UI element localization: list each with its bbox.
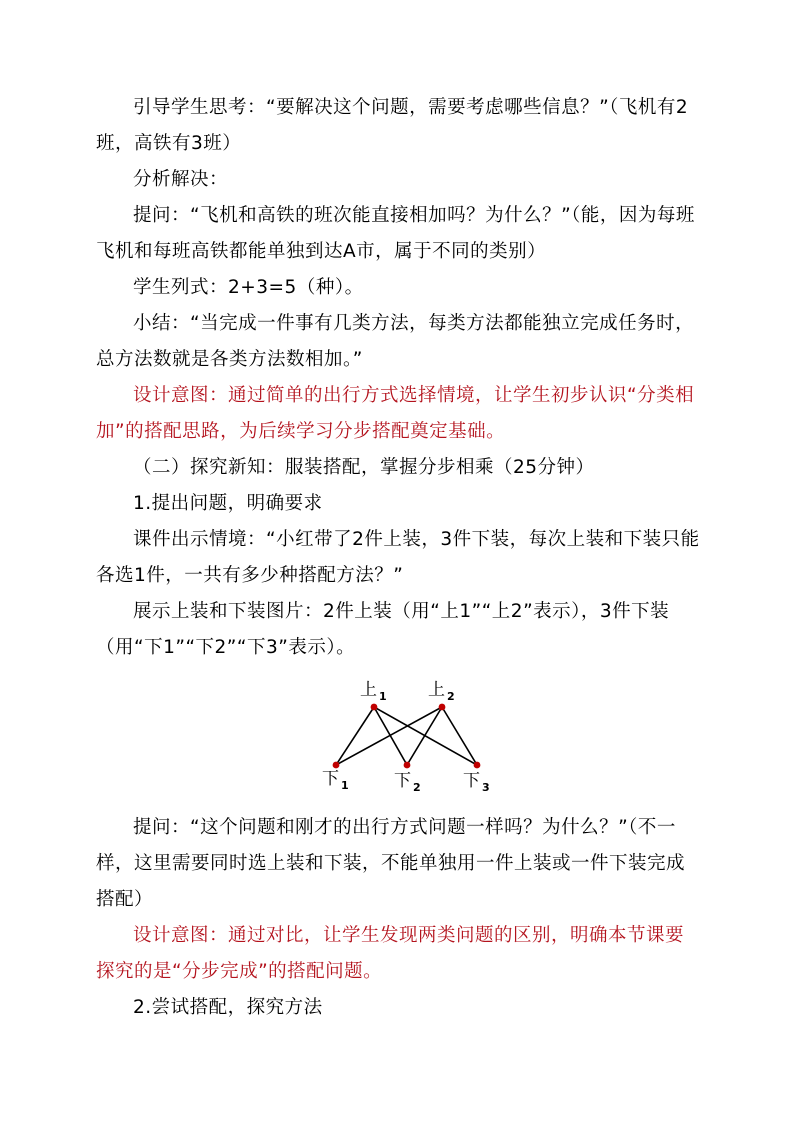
top-garment-node — [371, 704, 378, 711]
section-heading-explore: （二）探究新知：服装搭配，掌握分步相乘（25分钟） — [133, 457, 595, 478]
bottom-garment-label — [394, 771, 421, 794]
diagram-labels — [322, 680, 490, 794]
paragraph-show-pictures: 展示上装和下装图片：2件上装（用“上1”“上2”表示），3件下装（用“下1”“下2”“下3”表示）。 — [96, 601, 670, 658]
paragraph-step-1-heading: 1.提出问题，明确要求 — [133, 493, 323, 514]
paragraph-guide-thinking: 引导学生思考：“要解决这个问题，需要考虑哪些信息？”（飞机有2班，高铁有3班） — [96, 97, 689, 154]
bottom-garment-node — [404, 762, 411, 769]
bottom-garment-label — [322, 769, 349, 792]
top-garment-label-subscript: 2 — [447, 690, 455, 703]
diagram-edge — [442, 707, 477, 765]
diagram-edges — [336, 707, 477, 765]
paragraph-student-formula: 学生列式：2+3=5（种）。 — [133, 277, 364, 298]
bottom-garment-node — [333, 762, 340, 769]
paragraph-question-compare: 提问：“这个问题和刚才的出行方式问题一样吗？为什么？”（不一样，这里需要同时选上装和下装，不能单独用一件上装或一件下装完成搭配） — [96, 817, 686, 910]
paragraph-analysis-heading: 分析解决： — [133, 169, 229, 190]
paragraph-step-2-heading: 2.尝试搭配，探究方法 — [133, 997, 323, 1018]
paragraph-scenario: 课件出示情境：“小红带了2件上装，3件下装，每次上装和下装只能各选1件，一共有多少种搭配方法？” — [96, 529, 700, 586]
bottom-garment-label-subscript: 3 — [482, 781, 490, 794]
bottom-garment-label-subscript: 1 — [341, 779, 349, 792]
bottom-garment-label — [463, 771, 490, 794]
bottom-garment-label-char: 下 — [322, 769, 339, 789]
paragraph-question-add: 提问：“飞机和高铁的班次能直接相加吗？为什么？”（能，因为每班飞机和每班高铁都能单独到达A市，属于不同的类别） — [96, 205, 695, 262]
paragraph-summary: 小结：“当完成一件事有几类方法，每类方法都能独立完成任务时，总方法数就是各类方法数相加。” — [96, 313, 695, 370]
top-garment-label-subscript: 1 — [379, 690, 387, 703]
diagram-edge — [336, 707, 374, 765]
paragraph-design-intent-1: 设计意图：通过简单的出行方式选择情境，让学生初步认识“分类相加”的搭配思路，为后续学习分步搭配奠定基础。 — [96, 385, 695, 442]
bottom-garment-label-char: 下 — [463, 771, 480, 791]
top-garment-label — [360, 680, 387, 703]
clothing-matching-diagram — [320, 676, 510, 796]
top-garment-label-char: 上 — [428, 680, 445, 700]
top-garment-label — [428, 680, 455, 703]
top-garment-node — [439, 704, 446, 711]
bottom-garment-label-char: 下 — [394, 771, 411, 791]
top-garment-label-char: 上 — [360, 680, 377, 700]
bottom-garment-label-subscript: 2 — [413, 781, 421, 794]
bottom-garment-node — [474, 762, 481, 769]
paragraph-design-intent-2: 设计意图：通过对比，让学生发现两类问题的区别，明确本节课要探究的是“分步完成”的搭配问题。 — [96, 925, 685, 982]
